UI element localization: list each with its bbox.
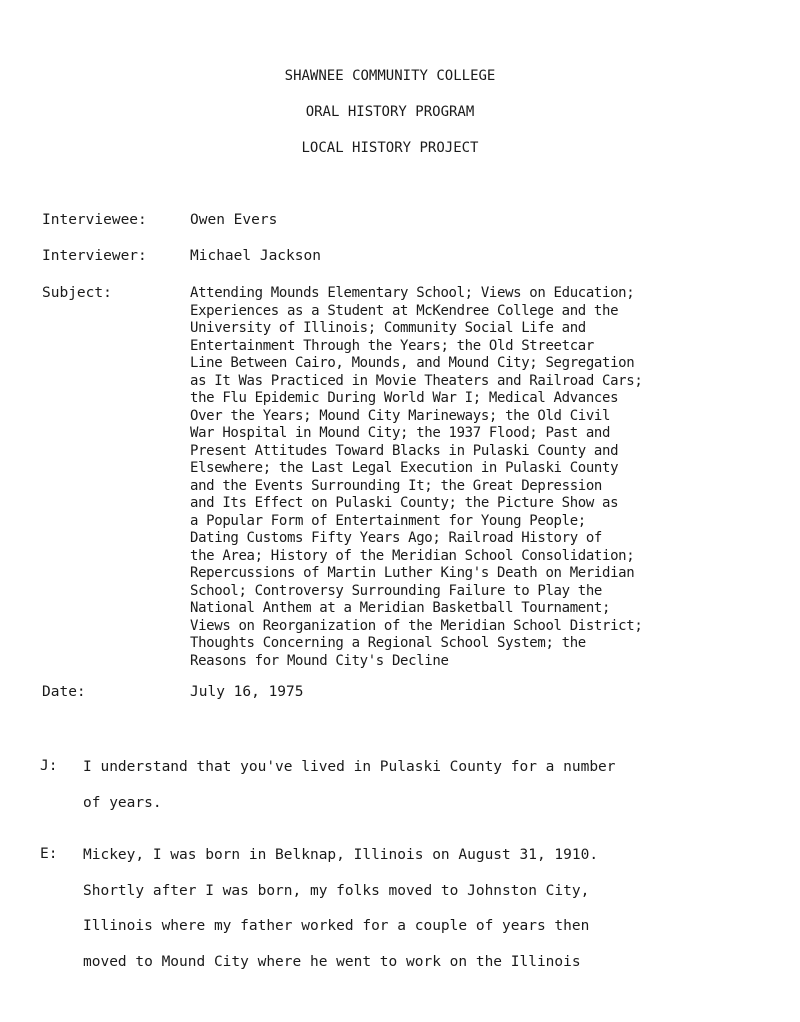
interviewee-name: Owen Evers	[190, 212, 278, 228]
program-name-heading: ORAL HISTORY PROGRAM	[305, 104, 475, 120]
subject-line: War Hospital in Mound City; the 1937 Flood; Past and	[190, 425, 611, 441]
subject-line: Over the Years; Mound City Marineways; the Old Civil	[190, 407, 611, 424]
subject-line: Attending Mounds Elementary School; Views on Education;	[190, 285, 635, 301]
subject-line: Reasons for Mound City's Decline	[190, 652, 449, 669]
subject-line: the Flu Epidemic During World War I; Medical Advances	[190, 390, 619, 406]
speaker-marker-interviewer: J:	[40, 758, 58, 774]
subject-line: the Area; History of the Meridian School Consolidation;	[190, 547, 635, 564]
subject-line: Present Attitudes Toward Blacks in Pulaski County and	[190, 442, 619, 459]
speaker-marker-interviewee: E:	[40, 846, 58, 862]
utterance-interviewer	[83, 750, 783, 821]
subject-line: Views on Reorganization of the Meridian School District;	[190, 617, 643, 634]
interviewee-label: Interviewee:	[42, 212, 147, 228]
subject-line: a Popular Form of Entertainment for Young People;	[190, 512, 586, 529]
utterance-line: Mickey, I was born in Belknap, Illinois on August 31, 1910.	[83, 847, 599, 863]
utterance-line: of years.	[83, 794, 162, 811]
subject-line: University of Illinois; Community Social Life and	[190, 320, 586, 336]
subject-line: National Anthem at a Meridian Basketball Tournament;	[190, 600, 611, 616]
interviewer-label: Interviewer:	[42, 248, 147, 264]
project-name-heading: LOCAL HISTORY PROJECT	[301, 140, 479, 156]
interviewer-name: Michael Jackson	[190, 248, 321, 264]
subject-line: Experiences as a Student at McKendree College and the	[190, 302, 619, 319]
utterance-interviewee	[83, 838, 783, 980]
subject-text	[190, 285, 798, 670]
college-name-heading: SHAWNEE COMMUNITY COLLEGE	[284, 68, 496, 84]
subject-line: and Its Effect on Pulaski County; the Picture Show as	[190, 495, 619, 511]
utterance-line: moved to Mound City where he went to work on the Illinois	[83, 953, 581, 970]
utterance-line: Illinois where my father worked for a couple of years then	[83, 918, 590, 934]
subject-line: as It Was Practiced in Movie Theaters and Railroad Cars;	[190, 372, 643, 389]
subject-line: Line Between Cairo, Mounds, and Mound City; Segregation	[190, 355, 635, 371]
subject-line: and the Events Surrounding It; the Great Depression	[190, 477, 603, 494]
subject-label: Subject:	[42, 285, 112, 301]
interview-date: July 16, 1975	[190, 684, 304, 700]
utterance-line: I understand that you've lived in Pulaski County for a number	[83, 759, 616, 775]
subject-line: Elsewhere; the Last Legal Execution in Pulaski County	[190, 460, 619, 476]
subject-line: Repercussions of Martin Luther King's Death on Meridian	[190, 565, 635, 581]
utterance-line: Shortly after I was born, my folks moved to Johnston City,	[83, 882, 590, 899]
subject-line: Thoughts Concerning a Regional School System; the	[190, 635, 586, 651]
date-label: Date:	[42, 684, 86, 700]
subject-line: Dating Customs Fifty Years Ago; Railroad History of	[190, 530, 603, 546]
subject-line: Entertainment Through the Years; the Old Streetcar	[190, 337, 594, 354]
subject-line: School; Controversy Surrounding Failure to Play the	[190, 582, 603, 599]
